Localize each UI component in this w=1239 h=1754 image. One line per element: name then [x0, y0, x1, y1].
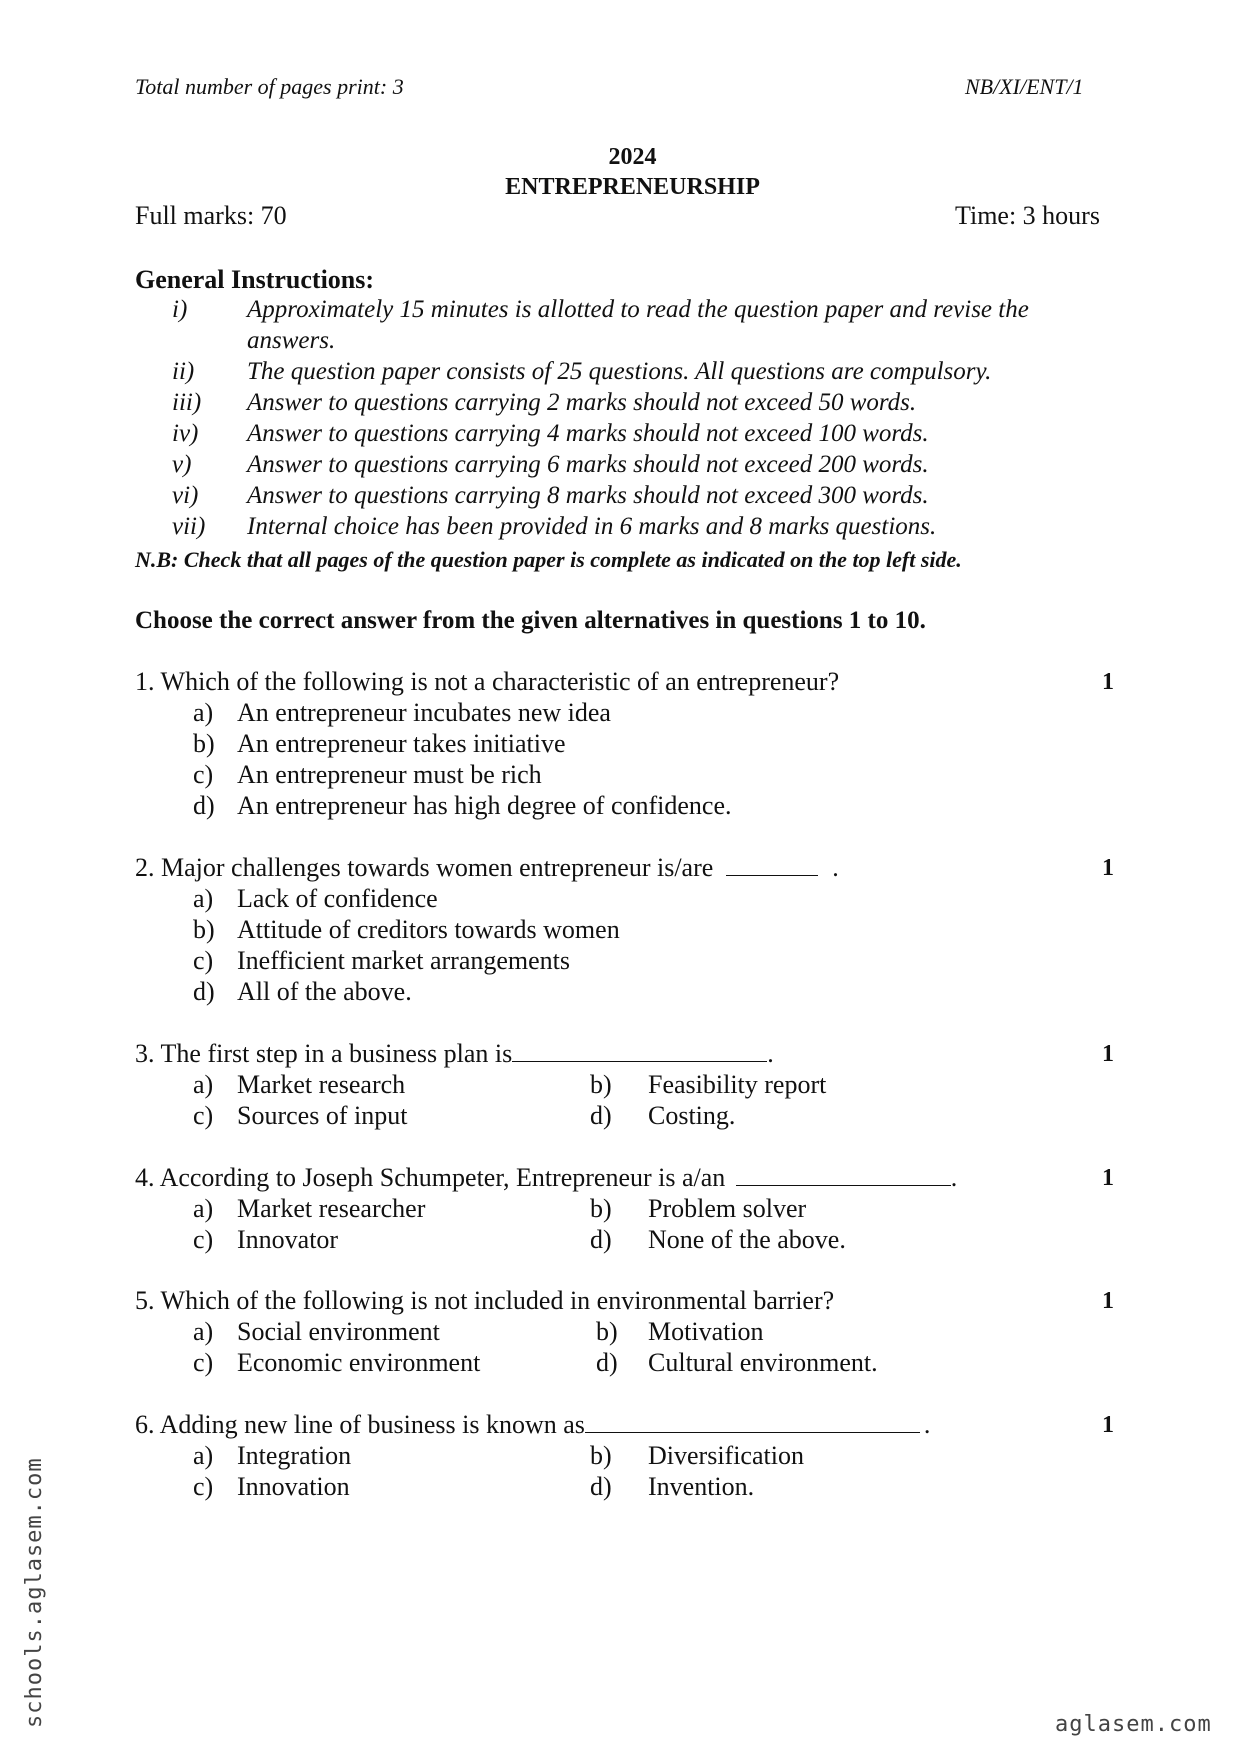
section-heading: Choose the correct answer from the given alternatives in questions 1 to 10.	[135, 607, 926, 634]
instruction-text-continued: answers.	[247, 327, 336, 354]
option-text: Social environment	[237, 1317, 440, 1346]
answer-blank	[585, 1414, 920, 1433]
question-marks: 1	[1102, 855, 1114, 881]
instruction-number: v)	[172, 451, 192, 478]
question-text	[135, 1410, 930, 1440]
option-label: a)	[193, 1441, 214, 1470]
option-label: c)	[193, 946, 214, 975]
option-label: d)	[590, 1225, 612, 1254]
option-text: Integration	[237, 1441, 352, 1470]
instruction-number: vi)	[172, 482, 199, 509]
instruction-text: Answer to questions carrying 8 marks should not exceed 300 words.	[247, 482, 929, 509]
question-marks: 1	[1102, 1412, 1114, 1438]
question-stem: 6. Adding new line of business is known as	[135, 1410, 585, 1439]
option-text: Invention.	[648, 1472, 755, 1501]
instructions-heading: General Instructions:	[135, 265, 375, 294]
question-text	[135, 853, 839, 883]
option-label: d)	[596, 1348, 618, 1377]
instruction-text: Approximately 15 minutes is allotted to read the question paper and revise the	[247, 296, 1029, 323]
question-end: .	[923, 1410, 931, 1439]
option-text: Inefficient market arrangements	[237, 946, 571, 975]
option-label: b)	[590, 1441, 612, 1470]
option-label: d)	[193, 977, 215, 1006]
option-text: Economic environment	[237, 1348, 481, 1377]
option-text: Problem solver	[648, 1194, 807, 1223]
instruction-text: Answer to questions carrying 6 marks should not exceed 200 words.	[247, 451, 929, 478]
question-text	[135, 1163, 957, 1193]
question-stem: 4. According to Joseph Schumpeter, Entrepreneur is a/an	[135, 1163, 726, 1192]
question-end: .	[832, 853, 839, 882]
exam-year: 2024	[608, 144, 657, 170]
paper-code: NB/XI/ENT/1	[965, 74, 1084, 99]
option-label: c)	[193, 1348, 214, 1377]
option-text: Lack of confidence	[237, 884, 438, 913]
question-end: .	[950, 1163, 958, 1192]
option-text: An entrepreneur takes initiative	[237, 729, 566, 758]
option-label: d)	[590, 1472, 612, 1501]
option-label: a)	[193, 884, 214, 913]
option-label: c)	[193, 1101, 214, 1130]
option-label: a)	[193, 1317, 214, 1346]
instruction-text: Answer to questions carrying 2 marks should not exceed 50 words.	[247, 389, 917, 416]
option-text: Market research	[237, 1070, 406, 1099]
option-text: Diversification	[648, 1441, 804, 1470]
question-text: 1. Which of the following is not a characteristic of an entrepreneur?	[135, 667, 840, 696]
time-allowed: Time: 3 hours	[955, 201, 1100, 230]
option-text: An entrepreneur incubates new idea	[237, 698, 611, 727]
option-text: Market researcher	[237, 1194, 426, 1223]
pages-note: Total number of pages print: 3	[135, 74, 404, 99]
question-marks: 1	[1102, 669, 1114, 695]
option-text: Innovation	[237, 1472, 350, 1501]
option-label: b)	[193, 915, 215, 944]
option-text: All of the above.	[237, 977, 412, 1006]
option-text: An entrepreneur must be rich	[237, 760, 542, 789]
option-text: Feasibility report	[648, 1070, 827, 1099]
instruction-text: Internal choice has been provided in 6 marks and 8 marks questions.	[247, 513, 937, 540]
instruction-text: The question paper consists of 25 questions. All questions are compulsory.	[247, 358, 992, 385]
full-marks: Full marks: 70	[135, 201, 287, 230]
subject-title: ENTREPRENEURSHIP	[505, 174, 760, 200]
option-text: None of the above.	[648, 1225, 846, 1254]
question-text: 5. Which of the following is not included in environmental barrier?	[135, 1286, 835, 1315]
option-text: Innovator	[237, 1225, 339, 1254]
option-text: Cultural environment.	[648, 1348, 878, 1377]
option-text: Costing.	[648, 1101, 736, 1130]
option-text: Attitude of creditors towards women	[237, 915, 620, 944]
answer-blank	[726, 857, 818, 876]
side-watermark: schools.aglasem.com	[22, 1457, 47, 1728]
nb-note: N.B: Check that all pages of the question paper is complete as indicated on the top left side.	[135, 547, 962, 572]
option-label: b)	[193, 729, 215, 758]
option-text: Sources of input	[237, 1101, 408, 1130]
option-label: c)	[193, 1225, 214, 1254]
answer-blank	[736, 1167, 951, 1186]
instruction-number: iv)	[172, 420, 199, 447]
option-label: d)	[590, 1101, 612, 1130]
instruction-number: vii)	[172, 513, 206, 540]
question-text	[135, 1039, 774, 1069]
option-label: d)	[193, 791, 215, 820]
instruction-number: iii)	[172, 389, 202, 416]
option-text: Motivation	[648, 1317, 764, 1346]
question-end: .	[767, 1039, 774, 1068]
question-stem: 3. The first step in a business plan is	[135, 1039, 513, 1068]
bottom-watermark: aglasem.com	[1055, 1712, 1212, 1737]
instruction-number: ii)	[172, 358, 195, 385]
option-label: a)	[193, 1070, 214, 1099]
option-label: b)	[596, 1317, 618, 1346]
option-label: b)	[590, 1194, 612, 1223]
option-text: An entrepreneur has high degree of confidence.	[237, 791, 732, 820]
instruction-text: Answer to questions carrying 4 marks should not exceed 100 words.	[247, 420, 929, 447]
option-label: c)	[193, 760, 214, 789]
option-label: a)	[193, 698, 214, 727]
instruction-number: i)	[172, 296, 188, 323]
question-marks: 1	[1102, 1288, 1114, 1314]
option-label: a)	[193, 1194, 214, 1223]
option-label: c)	[193, 1472, 214, 1501]
question-marks: 1	[1102, 1041, 1114, 1067]
answer-blank	[512, 1043, 767, 1062]
question-stem: 2. Major challenges towards women entrepreneur is/are	[135, 853, 714, 882]
question-marks: 1	[1102, 1165, 1114, 1191]
option-label: b)	[590, 1070, 612, 1099]
